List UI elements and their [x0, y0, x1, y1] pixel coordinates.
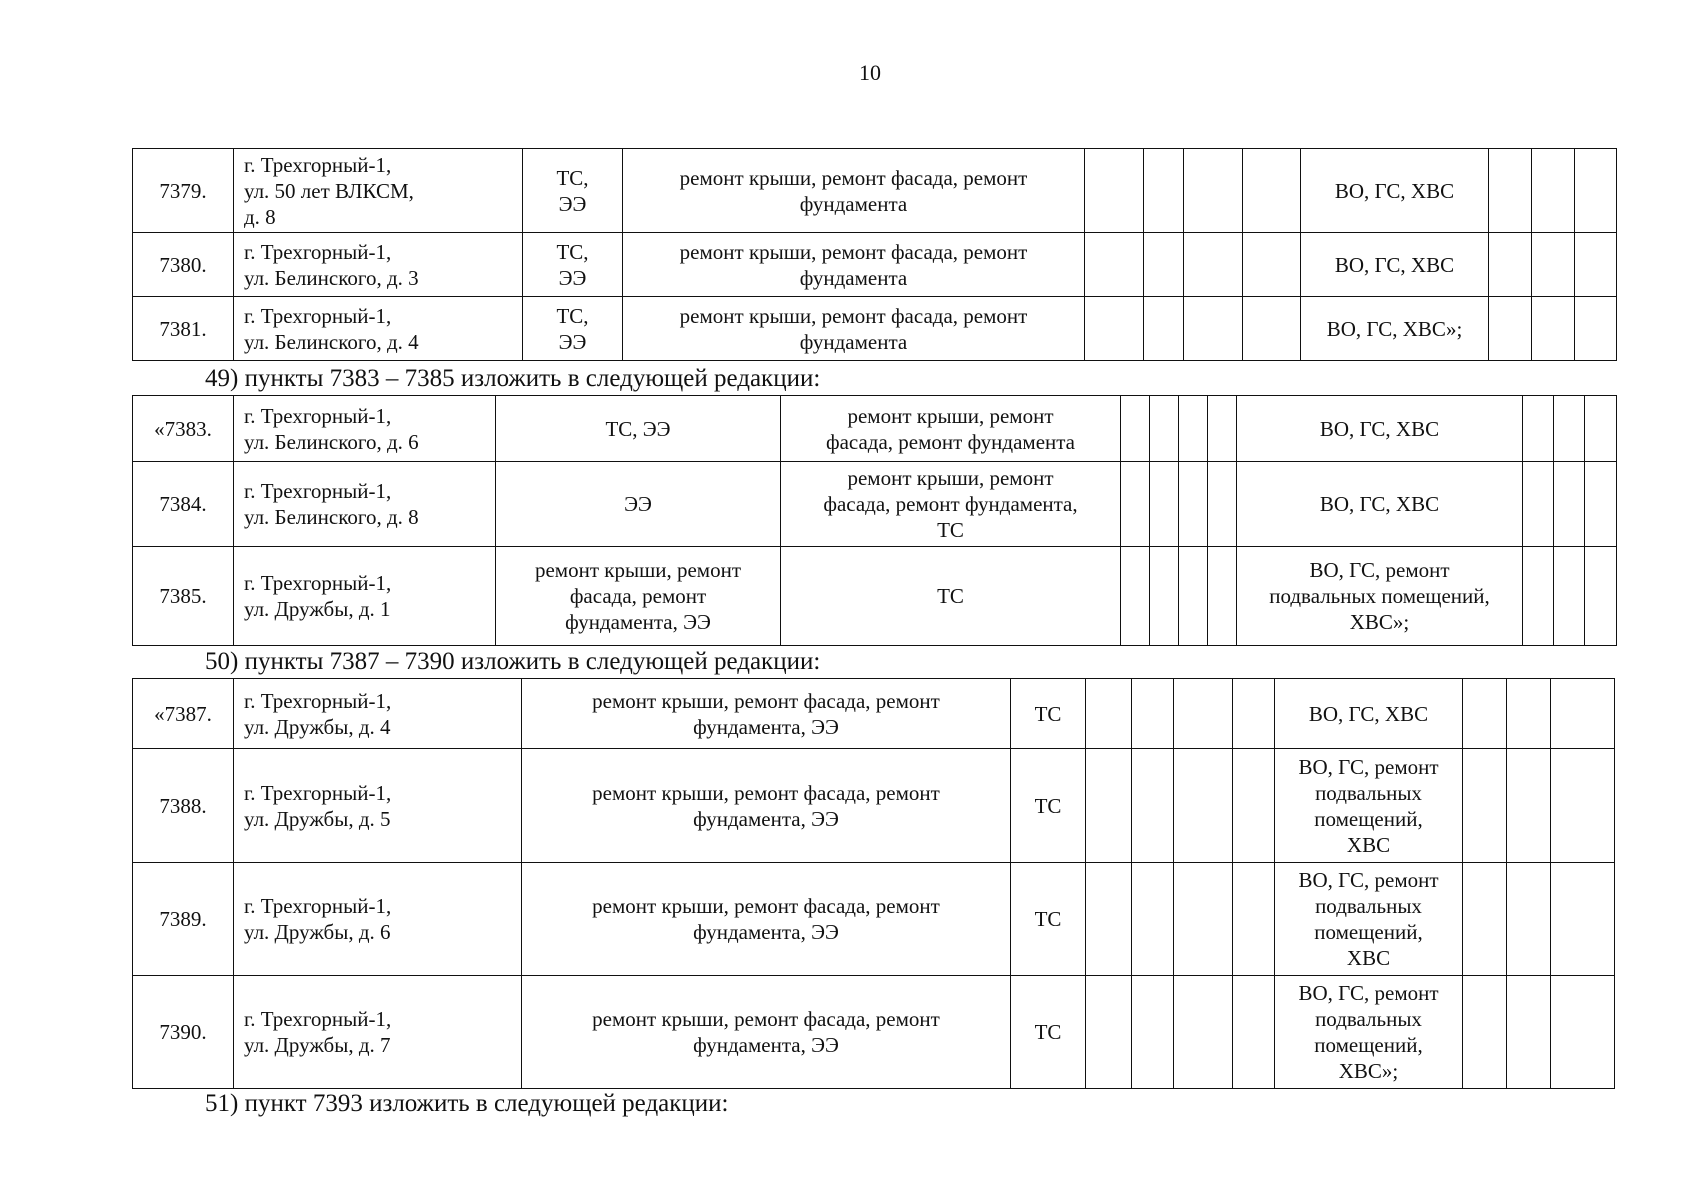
empty-cell	[1463, 976, 1507, 1089]
empty-cell	[1086, 749, 1132, 863]
works-line: ХВС	[1346, 946, 1391, 970]
works-cell	[623, 149, 1085, 233]
works-line: фундамента	[799, 329, 908, 354]
address-cell	[234, 396, 496, 462]
empty-cell	[1179, 462, 1208, 547]
works-line: ВО, ГС, ХВС	[1308, 701, 1429, 726]
address-cell	[234, 679, 522, 749]
address-cell	[234, 749, 522, 863]
works-line: ТС, ЭЭ	[605, 416, 671, 441]
address-line: ул. Белинского, д. 4	[244, 329, 419, 354]
works-cell: ВО, ГС, ХВС	[1301, 149, 1489, 233]
works-line: ТС	[937, 584, 964, 608]
works-line: ремонт крыши, ремонт фасада, ремонт	[679, 303, 1028, 328]
empty-cell	[1086, 863, 1132, 976]
address-line: ул. Дружбы, д. 1	[244, 597, 391, 621]
item-number: 7379.	[133, 149, 234, 233]
address-line: ул. Белинского, д. 6	[244, 429, 419, 454]
works-cell	[523, 149, 623, 233]
empty-cell	[1463, 749, 1507, 863]
works-line: ремонт крыши, ремонт фасада, ремонт	[679, 239, 1028, 264]
address-line: ул. Дружбы, д. 7	[244, 1033, 391, 1057]
works-cell	[522, 863, 1011, 976]
table-items-7383-7385	[132, 395, 1617, 646]
empty-cell	[1085, 233, 1144, 297]
empty-cell	[1132, 679, 1174, 749]
works-line: ХВС	[1346, 832, 1391, 857]
empty-cell	[1179, 547, 1208, 646]
empty-cell	[1121, 547, 1150, 646]
works-cell	[496, 547, 781, 646]
works-line: ремонт крыши, ремонт фасада, ремонт	[592, 780, 940, 805]
empty-cell	[1121, 396, 1150, 462]
item-number: «7383.	[133, 396, 234, 462]
address-line: г. Трехгорный-1,	[244, 1007, 392, 1031]
works-cell: ВО, ГС, ХВС»;	[1301, 297, 1489, 361]
empty-cell	[1489, 233, 1532, 297]
empty-cell	[1208, 547, 1237, 646]
works-cell: ТС	[1011, 749, 1086, 863]
empty-cell	[1507, 749, 1551, 863]
empty-cell	[1585, 462, 1617, 547]
empty-cell	[1554, 462, 1585, 547]
empty-cell	[1144, 233, 1184, 297]
works-line: ХВС»;	[1338, 1059, 1399, 1083]
works-line: ЭЭ	[558, 329, 587, 354]
empty-cell	[1575, 233, 1617, 297]
paragraph-51: 51) пункт 7393 изложить в следующей редакции:	[205, 1090, 729, 1117]
empty-cell	[1208, 396, 1237, 462]
address-line: г. Трехгорный-1,	[244, 688, 392, 713]
address-cell	[234, 547, 496, 646]
empty-cell	[1551, 679, 1615, 749]
works-line: подвальных	[1315, 1007, 1422, 1031]
works-line: ТС,	[556, 165, 589, 190]
table-row	[133, 976, 1615, 1089]
empty-cell	[1208, 462, 1237, 547]
works-cell	[1237, 547, 1523, 646]
works-line: ремонт крыши, ремонт фасада, ремонт	[592, 688, 940, 713]
empty-cell	[1554, 547, 1585, 646]
empty-cell	[1507, 679, 1551, 749]
empty-cell	[1523, 462, 1554, 547]
works-line: ВО, ГС, ремонт	[1298, 754, 1439, 779]
works-line: ВО, ГС, ХВС	[1319, 416, 1440, 441]
empty-cell	[1150, 462, 1179, 547]
empty-cell	[1489, 149, 1532, 233]
paragraph-50: 50) пункты 7387 – 7390 изложить в следующей редакции:	[205, 648, 821, 675]
item-number: 7388.	[133, 749, 234, 863]
table-row	[133, 679, 1615, 749]
empty-cell	[1121, 462, 1150, 547]
empty-cell	[1575, 149, 1617, 233]
table-items-7379-7381	[132, 148, 1617, 361]
works-cell	[1275, 863, 1463, 976]
table-row	[133, 749, 1615, 863]
works-line: помещений,	[1314, 1033, 1423, 1057]
works-line: ремонт крыши, ремонт	[847, 403, 1054, 428]
empty-cell	[1243, 233, 1301, 297]
empty-cell	[1532, 297, 1575, 361]
works-line: фундамента	[799, 191, 908, 216]
works-cell: ТС	[1011, 976, 1086, 1089]
empty-cell	[1532, 149, 1575, 233]
item-number: 7384.	[133, 462, 234, 547]
works-line: ВО, ГС, ремонт	[1298, 868, 1439, 892]
empty-cell	[1523, 547, 1554, 646]
works-line: ремонт крыши, ремонт фасада, ремонт	[679, 165, 1028, 190]
empty-cell	[1085, 297, 1144, 361]
address-line: ул. Дружбы, д. 4	[244, 714, 391, 739]
address-cell	[234, 149, 523, 233]
address-cell	[234, 297, 523, 361]
table-row	[133, 149, 1617, 233]
address-line: г. Трехгорный-1,	[244, 571, 392, 595]
empty-cell	[1184, 297, 1243, 361]
works-line: помещений,	[1314, 806, 1423, 831]
works-line: фасада, ремонт	[569, 584, 707, 608]
works-cell: ТС	[1011, 679, 1086, 749]
empty-cell	[1144, 297, 1184, 361]
works-cell	[522, 976, 1011, 1089]
empty-cell	[1179, 396, 1208, 462]
works-line: ЭЭ	[558, 265, 587, 290]
empty-cell	[1551, 749, 1615, 863]
empty-cell	[1233, 863, 1275, 976]
empty-cell	[1551, 863, 1615, 976]
works-cell	[522, 749, 1011, 863]
works-cell	[623, 297, 1085, 361]
empty-cell	[1489, 297, 1532, 361]
empty-cell	[1174, 863, 1233, 976]
address-line: г. Трехгорный-1,	[244, 303, 392, 328]
works-cell	[781, 396, 1121, 462]
address-line: д. 8	[244, 204, 276, 229]
item-number: «7387.	[133, 679, 234, 749]
empty-cell	[1233, 976, 1275, 1089]
empty-cell	[1132, 976, 1174, 1089]
empty-cell	[1551, 976, 1615, 1089]
empty-cell	[1174, 749, 1233, 863]
empty-cell	[1243, 297, 1301, 361]
works-line: ЭЭ	[624, 492, 652, 516]
item-number: 7380.	[133, 233, 234, 297]
item-number: 7389.	[133, 863, 234, 976]
works-line: фундамента, ЭЭ	[693, 806, 839, 831]
empty-cell	[1132, 863, 1174, 976]
empty-cell	[1233, 749, 1275, 863]
empty-cell	[1532, 233, 1575, 297]
empty-cell	[1233, 679, 1275, 749]
table-items-7387-7390	[132, 678, 1615, 1089]
works-line: ремонт крыши, ремонт фасада, ремонт	[592, 1007, 940, 1031]
works-line: подвальных	[1315, 780, 1422, 805]
empty-cell	[1463, 679, 1507, 749]
works-cell	[781, 547, 1121, 646]
works-line: ТС,	[556, 303, 589, 328]
works-line: ремонт крыши, ремонт	[534, 558, 742, 582]
works-cell: ВО, ГС, ХВС	[1301, 233, 1489, 297]
table-row	[133, 547, 1617, 646]
address-line: ул. Дружбы, д. 6	[244, 920, 391, 944]
empty-cell	[1086, 679, 1132, 749]
address-line: ул. 50 лет ВЛКСМ,	[244, 178, 414, 203]
address-cell	[234, 976, 522, 1089]
address-line: г. Трехгорный-1,	[244, 152, 392, 177]
address-cell	[234, 863, 522, 976]
works-line: ВО, ГС, ремонт	[1309, 558, 1450, 582]
works-line: ВО, ГС, ремонт	[1298, 981, 1439, 1005]
empty-cell	[1463, 863, 1507, 976]
empty-cell	[1575, 297, 1617, 361]
works-cell	[522, 679, 1011, 749]
empty-cell	[1243, 149, 1301, 233]
works-cell	[1237, 462, 1523, 547]
page-number: 10	[859, 60, 881, 85]
item-number: 7385.	[133, 547, 234, 646]
works-line: ЭЭ	[558, 191, 587, 216]
works-line: фундамента, ЭЭ	[565, 610, 711, 634]
table-row	[133, 233, 1617, 297]
item-number: 7381.	[133, 297, 234, 361]
address-line: ул. Белинского, д. 3	[244, 265, 419, 290]
works-line: подвальных помещений,	[1269, 584, 1490, 608]
table-row	[133, 863, 1615, 976]
address-cell	[234, 462, 496, 547]
empty-cell	[1085, 149, 1144, 233]
works-cell: ТС	[1011, 863, 1086, 976]
works-line: помещений,	[1314, 920, 1423, 944]
works-line: ВО, ГС, ХВС	[1319, 492, 1440, 516]
empty-cell	[1184, 233, 1243, 297]
address-line: г. Трехгорный-1,	[244, 479, 392, 503]
empty-cell	[1507, 863, 1551, 976]
works-line: ХВС»;	[1349, 610, 1410, 634]
empty-cell	[1523, 396, 1554, 462]
empty-cell	[1554, 396, 1585, 462]
address-line: г. Трехгорный-1,	[244, 403, 392, 428]
works-line: подвальных	[1315, 894, 1422, 918]
empty-cell	[1585, 547, 1617, 646]
works-line: фасада, ремонт фундамента	[825, 429, 1076, 454]
empty-cell	[1132, 749, 1174, 863]
works-cell	[1275, 749, 1463, 863]
works-line: ТС	[937, 518, 964, 542]
works-cell	[1275, 976, 1463, 1089]
works-cell	[1275, 679, 1463, 749]
address-line: г. Трехгорный-1,	[244, 780, 392, 805]
empty-cell	[1585, 396, 1617, 462]
empty-cell	[1086, 976, 1132, 1089]
address-cell	[234, 233, 523, 297]
works-cell	[496, 396, 781, 462]
table-row	[133, 462, 1617, 547]
works-line: фундамента, ЭЭ	[693, 920, 839, 944]
table-row	[133, 396, 1617, 462]
works-cell	[1237, 396, 1523, 462]
empty-cell	[1150, 396, 1179, 462]
works-line: ТС,	[556, 239, 589, 264]
works-line: фундамента, ЭЭ	[693, 1033, 839, 1057]
table-row	[133, 297, 1617, 361]
address-line: ул. Белинского, д. 8	[244, 505, 419, 529]
empty-cell	[1174, 976, 1233, 1089]
works-cell	[781, 462, 1121, 547]
works-cell	[623, 233, 1085, 297]
works-line: ремонт крыши, ремонт	[847, 466, 1054, 490]
empty-cell	[1507, 976, 1551, 1089]
works-line: фундамента	[799, 265, 908, 290]
item-number: 7390.	[133, 976, 234, 1089]
address-line: г. Трехгорный-1,	[244, 894, 392, 918]
works-line: фасада, ремонт фундамента,	[823, 492, 1078, 516]
works-line: фундамента, ЭЭ	[693, 714, 839, 739]
works-cell	[523, 297, 623, 361]
works-cell	[496, 462, 781, 547]
address-line: ул. Дружбы, д. 5	[244, 806, 391, 831]
empty-cell	[1150, 547, 1179, 646]
works-cell	[523, 233, 623, 297]
works-line: ремонт крыши, ремонт фасада, ремонт	[592, 894, 940, 918]
paragraph-49: 49) пункты 7383 – 7385 изложить в следующей редакции:	[205, 365, 821, 392]
address-line: г. Трехгорный-1,	[244, 239, 392, 264]
empty-cell	[1174, 679, 1233, 749]
empty-cell	[1144, 149, 1184, 233]
empty-cell	[1184, 149, 1243, 233]
